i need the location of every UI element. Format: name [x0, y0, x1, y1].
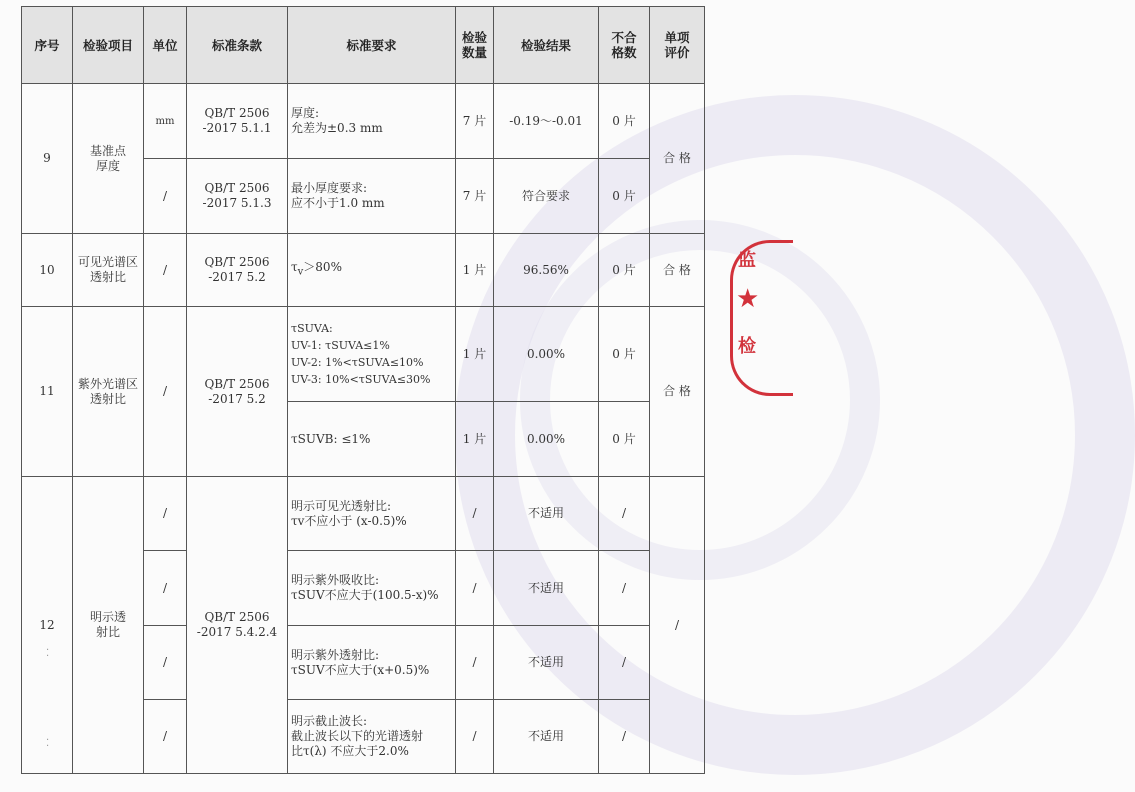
table-row [22, 477, 705, 551]
cell-result: 0.00% [494, 307, 599, 402]
header-requirement: 标准要求 [288, 7, 456, 84]
req-line: 比τ(λ) 不应大于2.0% [291, 744, 409, 758]
cell-fail: 0 片 [599, 159, 650, 234]
cell-requirement: τSUVB: ≤1% [288, 402, 456, 477]
header-unit: 单位 [144, 7, 187, 84]
cell-result: -0.19～-0.01 [494, 84, 599, 159]
cell-clause: QB/T 2506 -2017 5.1.1 [187, 84, 288, 159]
cell-fail: 0 片 [599, 84, 650, 159]
cell-requirement [288, 234, 456, 307]
cell-unit: / [144, 477, 187, 551]
req-line: 应不小于1.0 mm [291, 196, 385, 210]
req-line: 最小厚度要求: [291, 181, 368, 195]
req-line: τSUVA: [291, 322, 333, 335]
cell-eval: 合 格 [650, 84, 705, 234]
cell-no: 12 [22, 477, 73, 774]
cell-qty: 1 片 [456, 234, 494, 307]
cell-qty: 7 片 [456, 159, 494, 234]
scan-mark: ⁚ [46, 738, 50, 749]
req-line: UV-2: 1%<τSUVA≤10% [291, 356, 424, 369]
cell-result: 96.56% [494, 234, 599, 307]
stamp-char: 检 [738, 336, 756, 357]
stamp-char: 监 [738, 250, 756, 271]
inspection-table [21, 6, 705, 774]
cell-item: 紫外光谱区透射比 [73, 307, 144, 477]
req-line: 明示紫外吸收比: [291, 573, 380, 587]
cell-clause: QB/T 2506 -2017 5.1.3 [187, 159, 288, 234]
req-line: UV-1: τSUVA≤1% [291, 339, 390, 352]
cell-no: 9 [22, 84, 73, 234]
table-row [22, 307, 705, 402]
cell-unit: mm [144, 84, 187, 159]
cell-item: 明示透射比 [73, 477, 144, 774]
cell-fail: / [599, 626, 650, 700]
cell-unit: / [144, 234, 187, 307]
tau-symbol: τ [291, 260, 298, 275]
header-clause: 标准条款 [187, 7, 288, 84]
header-qty: 检验数量 [456, 7, 494, 84]
cell-item: 可见光谱区透射比 [73, 234, 144, 307]
req-line: 明示截止波长: [291, 714, 368, 728]
req-line: 明示可见光透射比: [291, 498, 392, 513]
cell-clause: QB/T 2506 -2017 5.2 [187, 234, 288, 307]
cell-unit: / [144, 626, 187, 700]
cell-qty: 1 片 [456, 402, 494, 477]
cell-requirement [288, 84, 456, 159]
cell-eval: / [650, 477, 705, 774]
cell-clause: QB/T 2506 -2017 5.4.2.4 [187, 477, 288, 774]
red-seal-stamp [732, 240, 772, 390]
table-row [22, 234, 705, 307]
cell-result: 不适用 [494, 626, 599, 700]
cell-result: 0.00% [494, 402, 599, 477]
header-item: 检验项目 [73, 7, 144, 84]
cell-result: 不适用 [494, 477, 599, 551]
cell-requirement [288, 551, 456, 626]
cell-qty: 1 片 [456, 307, 494, 402]
cell-no: 10 [22, 234, 73, 307]
cell-qty: / [456, 551, 494, 626]
cell-result: 不适用 [494, 551, 599, 626]
cell-qty: / [456, 477, 494, 551]
cell-unit: / [144, 307, 187, 477]
req-line: 截止波长以下的光谱透射 [291, 729, 424, 743]
cell-requirement [288, 626, 456, 700]
cell-requirement [288, 307, 456, 402]
cell-unit: / [144, 551, 187, 626]
header-eval: 单项评价 [650, 7, 705, 84]
cell-requirement [288, 700, 456, 774]
cell-eval: 合 格 [650, 307, 705, 477]
cell-result: 不适用 [494, 700, 599, 774]
cell-eval: 合 格 [650, 234, 705, 307]
req-line: 厚度: [291, 106, 320, 120]
cell-fail: / [599, 551, 650, 626]
cell-requirement [288, 159, 456, 234]
req-line: 明示紫外透射比: [291, 647, 380, 662]
req-line: τSUV不应大于(100.5-x)% [291, 588, 439, 602]
tau-subscript: v [297, 266, 304, 278]
header-fail: 不合格数 [599, 7, 650, 84]
cell-no: 11 [22, 307, 73, 477]
cell-result: 符合要求 [494, 159, 599, 234]
req-text: ＞80% [303, 260, 342, 275]
header-result: 检验结果 [494, 7, 599, 84]
cell-requirement [288, 477, 456, 551]
cell-unit: / [144, 159, 187, 234]
cell-qty: / [456, 700, 494, 774]
cell-clause: QB/T 2506 -2017 5.2 [187, 307, 288, 477]
star-icon: ★ [736, 284, 760, 314]
header-no: 序号 [22, 7, 73, 84]
header-row [22, 7, 705, 84]
req-line: UV-3: 10%<τSUVA≤30% [291, 373, 431, 386]
req-line: τSUV不应大于(x+0.5)% [291, 662, 430, 677]
cell-fail: 0 片 [599, 234, 650, 307]
table-row [22, 84, 705, 159]
cell-item: 基准点厚度 [73, 84, 144, 234]
req-line: τv不应小于 (x-0.5)% [291, 513, 407, 528]
cell-fail: / [599, 700, 650, 774]
scan-mark: ⁚ [46, 648, 50, 659]
cell-qty: / [456, 626, 494, 700]
cell-unit: / [144, 700, 187, 774]
cell-fail: 0 片 [599, 402, 650, 477]
cell-qty: 7 片 [456, 84, 494, 159]
req-line: 允差为±0.3 mm [291, 121, 383, 135]
cell-fail: 0 片 [599, 307, 650, 402]
cell-fail: / [599, 477, 650, 551]
